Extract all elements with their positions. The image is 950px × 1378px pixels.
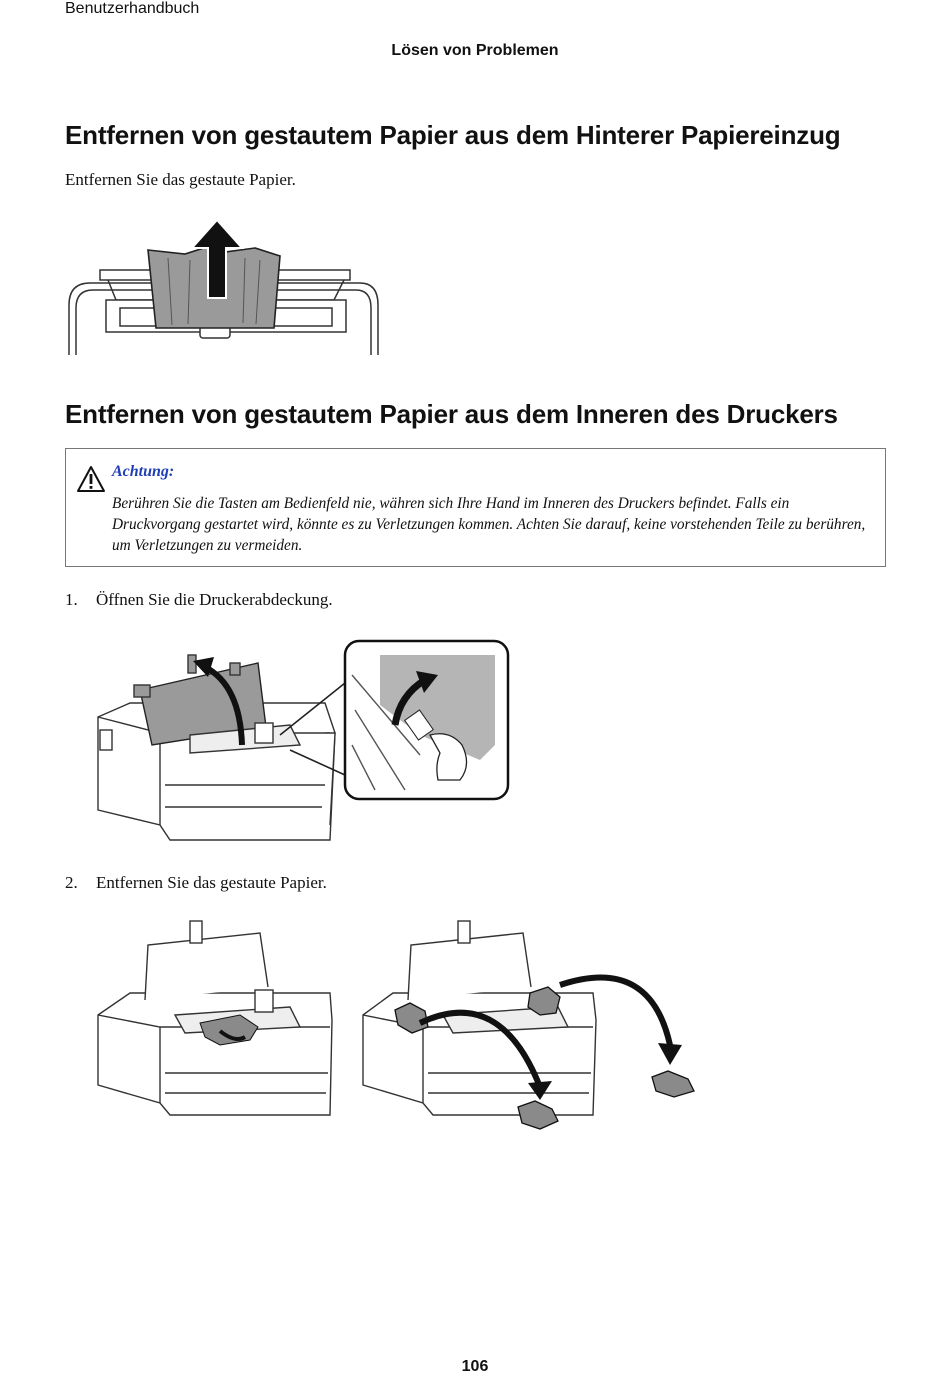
caution-text: Berühren Sie die Tasten am Bedienfeld nie, währen sich Ihre Hand im Inneren des Druckers befindet. Falls ein Druckvorgang gestartet wird, könnte es zu Verletzungen kommen. Achten Sie darauf, keine vorstehenden Teile zu berühren, um Verletzungen zu vermeiden. [112, 495, 866, 554]
remove-jammed-paper-illustration [90, 915, 710, 1140]
step-1-number: 1. [65, 590, 78, 609]
step-2-number: 2. [65, 873, 78, 892]
section-header: Lösen von Problemen [391, 42, 559, 59]
section-heading-inside-printer: Entfernen von gestautem Papier aus dem Inneren des Druckers [65, 399, 838, 429]
section-heading-rear-feed: Entfernen von gestautem Papier aus dem Hinterer Papiereinzug [65, 120, 841, 150]
warning-triangle-icon [76, 465, 106, 493]
caution-title: Achtung: [112, 463, 175, 480]
running-header: Benutzerhandbuch [65, 0, 200, 17]
caution-box [65, 448, 886, 567]
instruction-text: Entfernen Sie das gestaute Papier. [65, 170, 296, 189]
step-1-text: Öffnen Sie die Druckerabdeckung. [96, 590, 333, 609]
step-2-text: Entfernen Sie das gestaute Papier. [96, 873, 327, 892]
open-printer-cover-illustration [90, 635, 520, 850]
rear-feed-jam-illustration [60, 210, 390, 360]
page-number: 106 [461, 1358, 489, 1375]
